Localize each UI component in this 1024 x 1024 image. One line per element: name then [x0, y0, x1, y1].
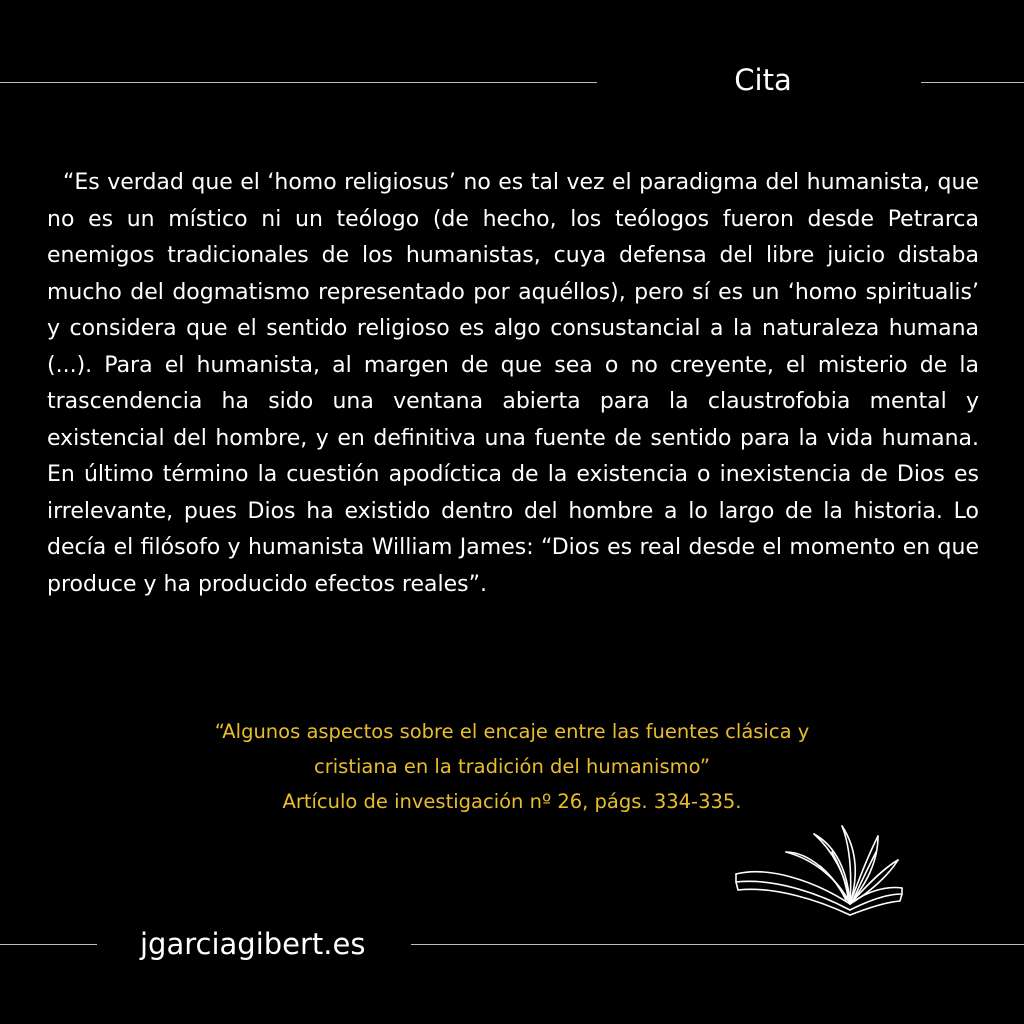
source-line: Artículo de investigación nº 26, págs. 334-335. — [282, 790, 742, 813]
page-title: Cita — [734, 63, 792, 97]
source-line: “Algunos aspectos sobre el encaje entre las fuentes clásica y — [214, 720, 810, 743]
source-citation — [110, 714, 914, 819]
top-right-rule — [921, 82, 1024, 83]
website-link[interactable]: jgarciagibert.es — [140, 927, 366, 961]
open-book-icon — [728, 822, 906, 918]
bottom-right-rule — [411, 944, 1024, 945]
bottom-left-rule — [0, 944, 97, 945]
source-line: cristiana en la tradición del humanismo” — [314, 755, 710, 778]
quote-text: “Es verdad que el ‘homo religiosus’ no es tal vez el paradigma del humanista, que no es un místico ni un teólogo (de hecho, los teólogos fueron desde Petrarca enemigos tradicionales de los humanistas, cuya defensa del libre juicio distaba mucho del dogmatismo representado por aquéllos), pero sí es un ‘homo spiritualis’ y considera que el sentido religioso es algo consustancial a la naturaleza humana (...). Para el humanista, al margen de que sea o no creyente, el misterio de la trascendencia ha sido una ventana abierta para la claustrofobia mental y existencial del hombre, y en definitiva una fuente de sentido para la vida humana. En último término la cuestión apodíctica de la existencia o inexistencia de Dios es irrelevante, pues Dios ha existido dentro del hombre a lo largo de la historia. Lo decía el filósofo y humanista William James: “Dios es real desde el momento en que produce y ha producido efectos reales”. — [47, 170, 979, 597]
top-left-rule — [0, 82, 597, 83]
